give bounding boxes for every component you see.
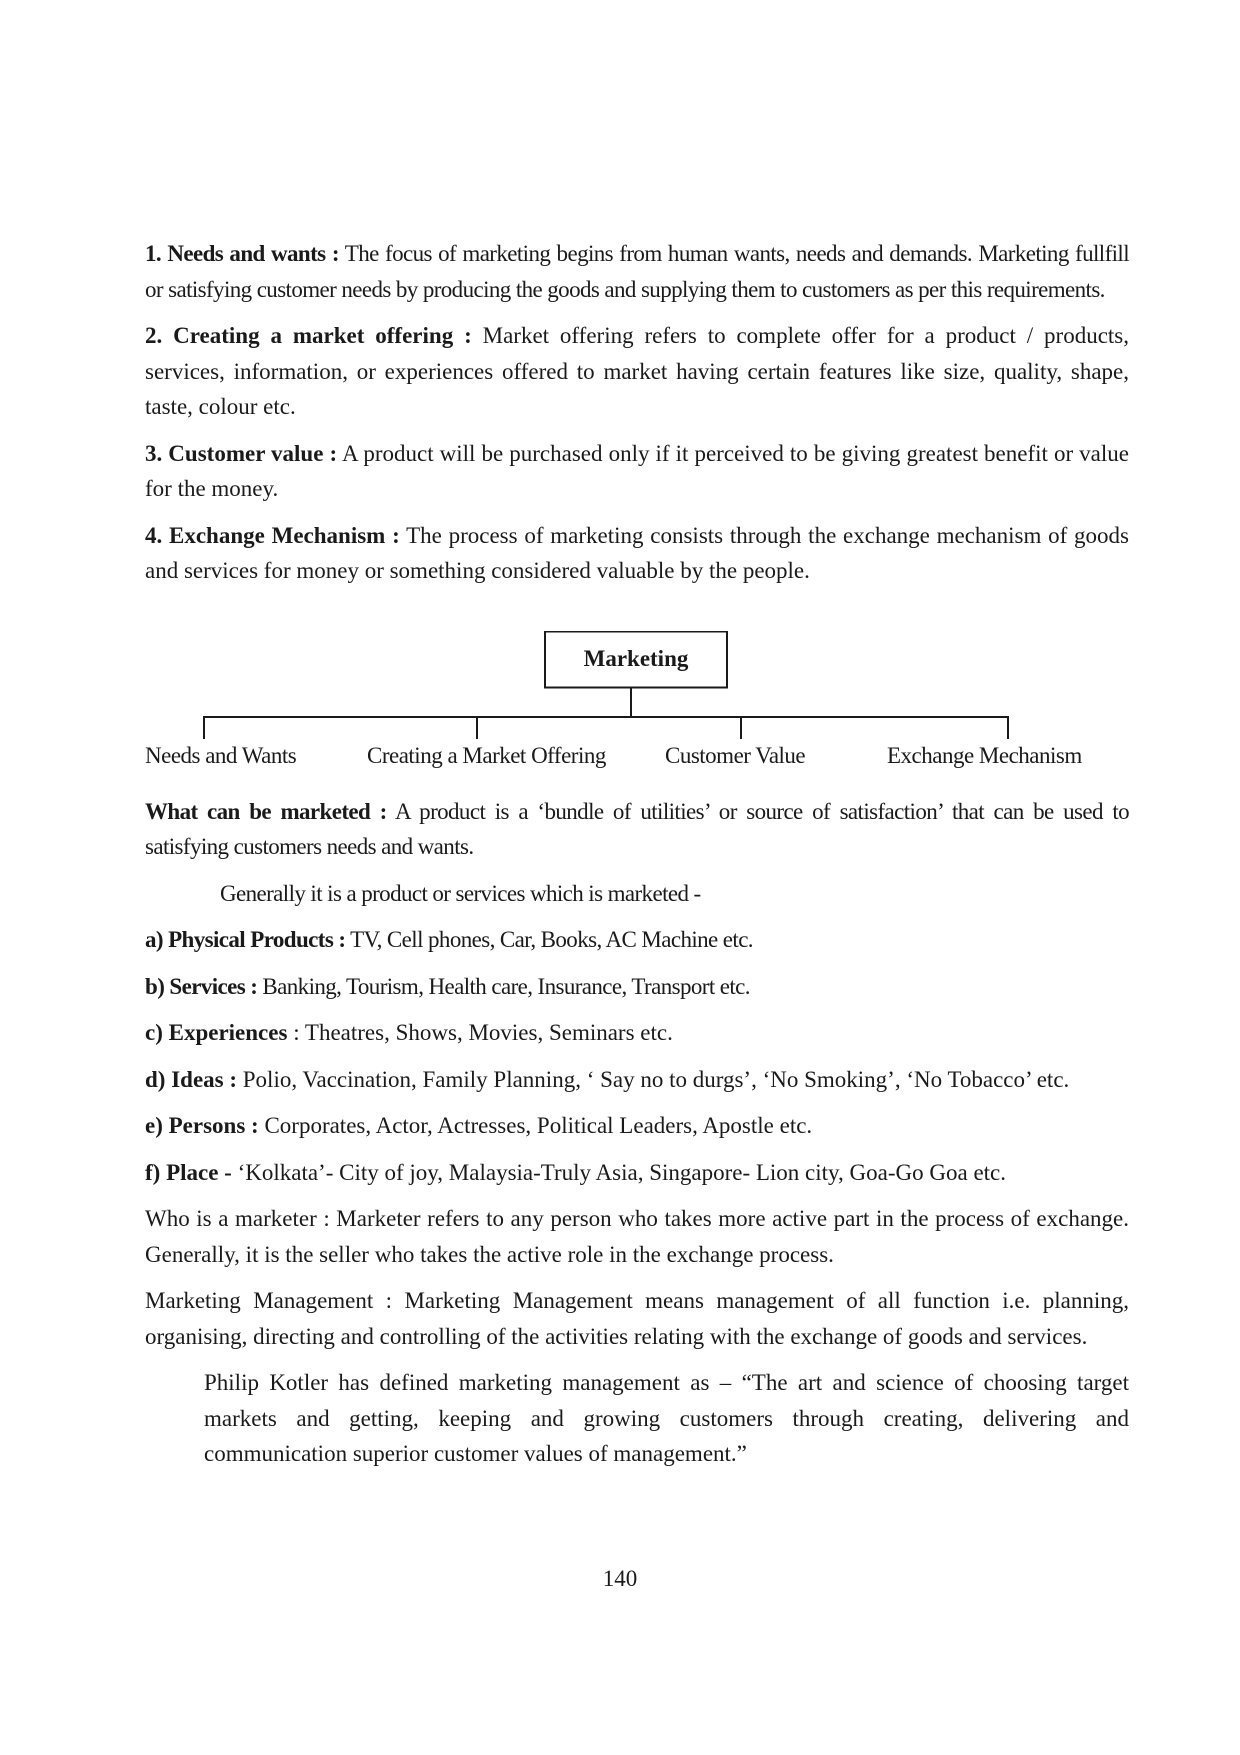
marketing-management: Marketing Management : Marketing Management means management of all function i.e. planning, organising, directing and controlling of the activities relating with the exchange of goods and services. <box>145 1288 1129 1349</box>
section-market-offering <box>145 318 1129 425</box>
section-text: Market offering refers to complete offer for a product / products, services, information, or experiences offered to market having certain features like size, quality, shape, taste, colour etc. <box>145 323 1129 419</box>
item-label: c) Experiences <box>145 1020 288 1045</box>
item-label: b) Services : <box>145 973 258 999</box>
item-text: Corporates, Actor, Actresses, Political Leaders, Apostle etc. <box>258 1113 813 1138</box>
section-customer-value <box>145 436 1129 507</box>
item-persons <box>145 1108 1129 1144</box>
kotler-definition: Philip Kotler has defined marketing management as – “The art and science of choosing target markets and getting, keeping and growing customers through creating, delivering and communication superior customer values of management.” <box>204 1370 1129 1466</box>
item-text: ‘Kolkata’- City of joy, Malaysia-Truly Asia, Singapore- Lion city, Goa-Go Goa etc. <box>231 1159 1007 1185</box>
marketing-diagram <box>145 631 1129 819</box>
page-number: 140 <box>602 1566 638 1591</box>
section-label: 4. Exchange Mechanism : <box>145 522 400 548</box>
diagram-branch-needs: Needs and Wants <box>145 742 297 768</box>
section-exchange-mechanism <box>145 518 1129 589</box>
section-label: 1. Needs and wants : <box>145 241 339 266</box>
item-label: f) Place - <box>145 1159 232 1185</box>
item-text: Banking, Tourism, Health care, Insurance, Transport etc. <box>257 973 750 999</box>
item-label: e) Persons : <box>145 1113 259 1138</box>
item-text: Polio, Vaccination, Family Planning, ‘ Say no to durgs’, ‘No Smoking’, ‘No Tobacco’ etc. <box>237 1066 1070 1092</box>
item-text: TV, Cell phones, Car, Books, AC Machine etc. <box>345 927 753 952</box>
section-label: 2. Creating a market offering : <box>145 323 472 348</box>
item-ideas <box>145 1062 1129 1098</box>
section-text: The process of marketing consists through the exchange mechanism of goods and services for money or something considered valuable by the people. <box>145 522 1130 583</box>
section-label: 3. Customer value : <box>145 440 338 466</box>
item-text: : Theatres, Shows, Movies, Seminars etc. <box>287 1020 673 1045</box>
item-experiences <box>145 1015 1129 1051</box>
page-content <box>145 236 1129 1483</box>
generally-line: Generally it is a product or services which is marketed - <box>220 880 701 906</box>
section-text: The focus of marketing begins from human wants, needs and demands. Marketing fullfill or satisfying customer needs by producing the goods and supplying them to customers as per this requirements. <box>145 241 1129 302</box>
item-label: a) Physical Products : <box>145 927 346 952</box>
diagram-branch-offering: Creating a Market Offering <box>367 742 606 768</box>
diagram-branch-exchange: Exchange Mechanism <box>887 742 1082 768</box>
section-text: A product is a ‘bundle of utilities’ or source of satisfaction’ that can be used to satisfying customers needs and wants. <box>145 798 1130 859</box>
item-place <box>145 1155 1129 1191</box>
diagram-root-label: Marketing <box>583 645 689 671</box>
item-physical-products <box>145 922 1129 958</box>
item-services <box>145 969 1129 1005</box>
item-label: d) Ideas : <box>145 1066 238 1092</box>
section-text: A product will be purchased only if it perceived to be giving greatest benefit or value for the money. <box>145 440 1129 501</box>
diagram-branch-value: Customer Value <box>665 742 806 768</box>
section-label: What can be marketed : <box>145 798 387 824</box>
who-is-marketer: Who is a marketer : Marketer refers to any person who takes more active part in the process of exchange. Generally, it is the seller who takes the active role in the exchange process. <box>145 1206 1129 1267</box>
section-needs-wants <box>145 236 1129 307</box>
